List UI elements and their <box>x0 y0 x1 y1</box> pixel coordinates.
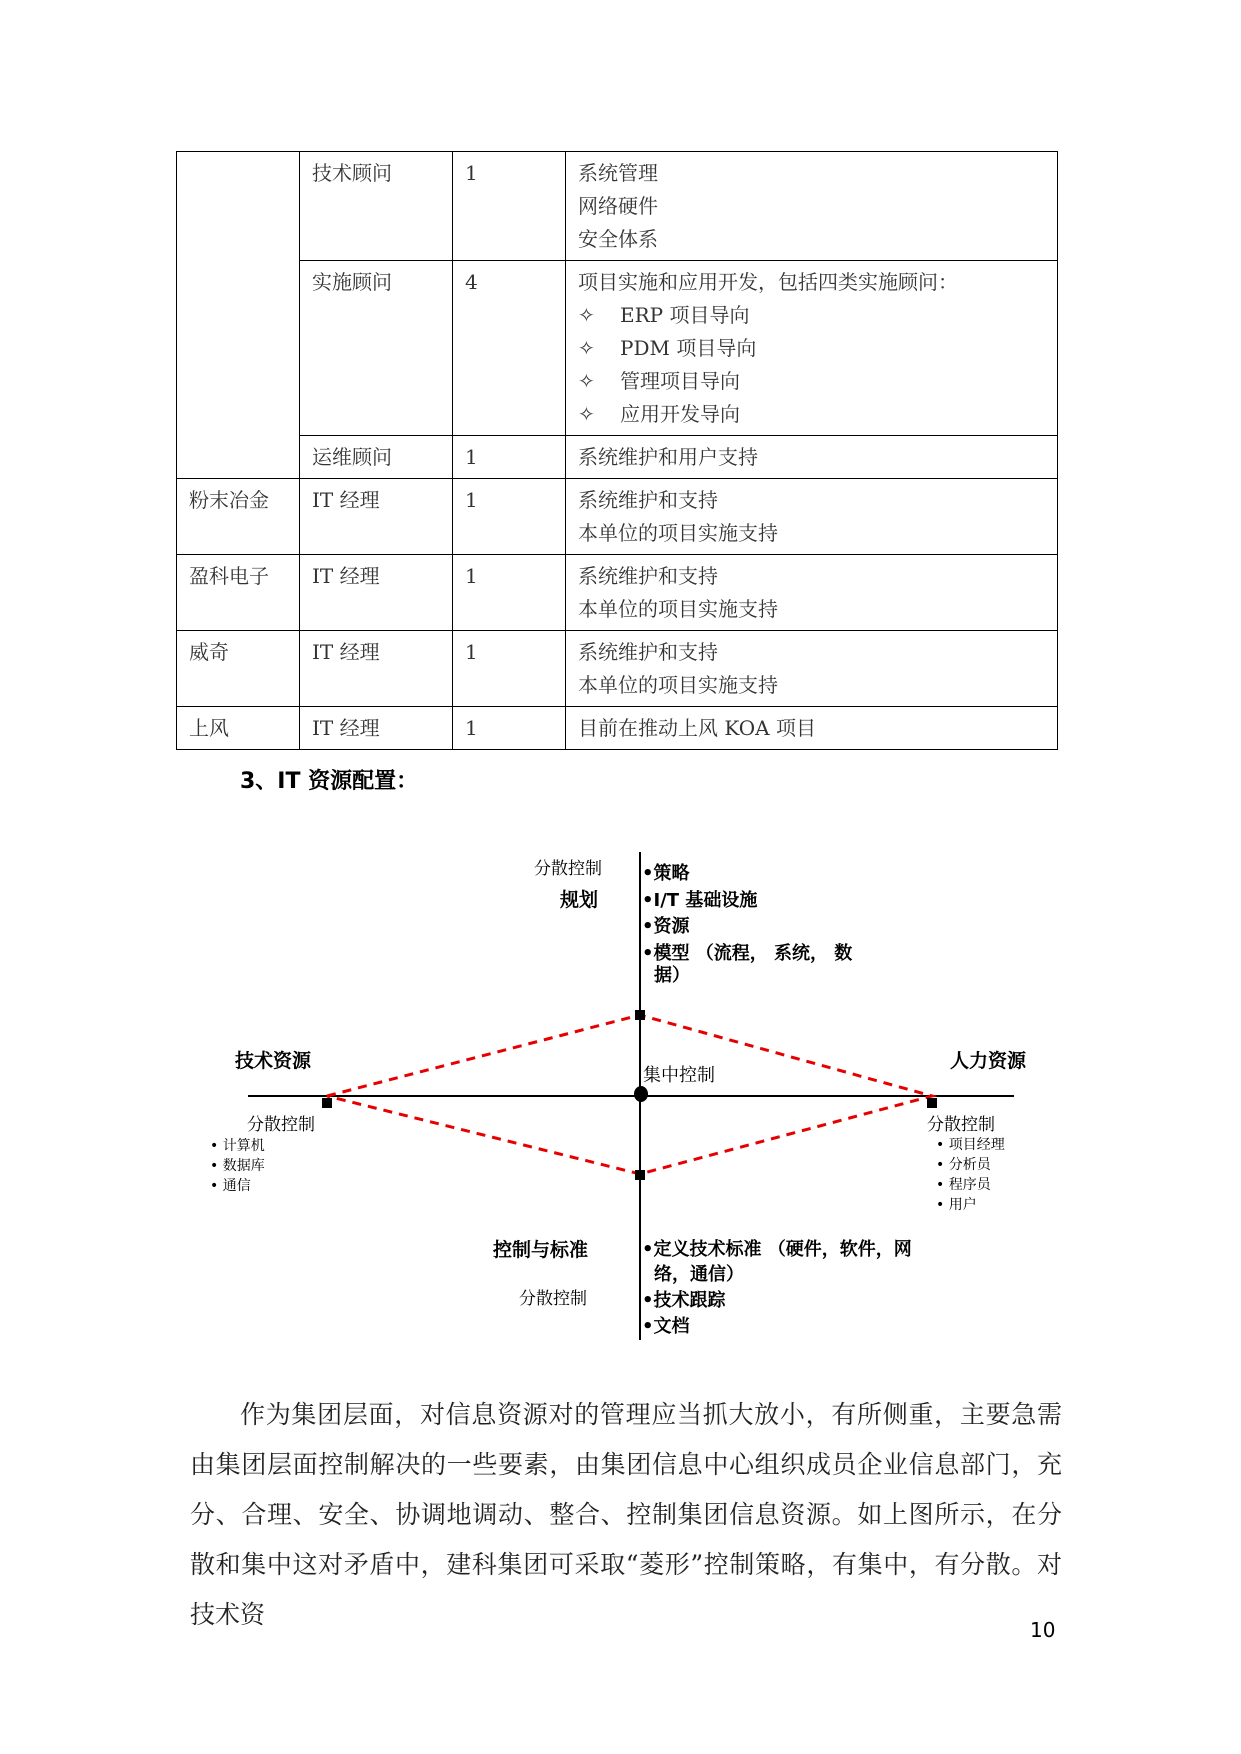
duty-line: 系统维护和支持 <box>578 564 718 588</box>
left-item: • 计算机 <box>210 1138 265 1154</box>
duty-line: 系统管理 <box>578 161 658 185</box>
duty-line: 安全体系 <box>578 227 658 251</box>
count-cell: 1 <box>453 555 566 631</box>
duty-line: 本单位的项目实施支持 <box>578 597 778 621</box>
duty-line: 目前在推动上风 KOA 项目 <box>578 716 816 740</box>
body-paragraph: 作为集团层面，对信息资源对的管理应当抓大放小，有所侧重，主要急需由集团层面控制解决的一些要素，由集团信息中心组织成员企业信息部门，充分、合理、安全、协调地调动、整合、控制集团信息资源。如上图所示，在分散和集中这对矛盾中，建科集团可采取“菱形”控制策略，有集中，有分散。对技术资 <box>190 1400 1062 1629</box>
bottom-item: •技术跟踪 <box>642 1290 726 1311</box>
right-title: 人力资源 <box>950 1050 1027 1072</box>
top-item: 据） <box>654 965 690 986</box>
center-dot <box>634 1086 648 1102</box>
count-cell: 1 <box>453 152 566 261</box>
right-item: • 用户 <box>936 1197 977 1213</box>
right-control-label: 分散控制 <box>927 1115 995 1135</box>
count-cell: 1 <box>453 436 566 479</box>
bottom-control-label: 分散控制 <box>519 1289 587 1309</box>
bottom-item: •文档 <box>642 1316 690 1337</box>
right-item: • 项目经理 <box>936 1137 1005 1153</box>
duty-text: PDM 项目导向 <box>620 336 757 360</box>
bottom-item: 络，通信） <box>654 1264 744 1285</box>
top-item: •模型 （流程， 系统， 数 <box>642 943 853 964</box>
unit-cell: 上风 <box>177 707 300 750</box>
bottom-vertex-marker <box>635 1170 645 1180</box>
top-item: •资源 <box>642 916 690 937</box>
role-cell: 运维顾问 <box>300 436 453 479</box>
duty-line: 本单位的项目实施支持 <box>578 673 778 697</box>
role-cell: IT 经理 <box>300 631 453 707</box>
bottom-item: •定义技术标准 （硬件，软件，网 <box>642 1239 912 1260</box>
role-cell: 技术顾问 <box>300 152 453 261</box>
diamond-bullet-icon: ✧ <box>578 336 595 360</box>
left-control-label: 分散控制 <box>247 1115 315 1135</box>
duty-line: 系统维护和支持 <box>578 488 718 512</box>
right-vertex-marker <box>927 1098 937 1108</box>
diamond-outline <box>327 1015 932 1174</box>
bottom-title: 控制与标准 <box>493 1239 589 1261</box>
left-vertex-marker <box>322 1098 332 1108</box>
duty-text: 应用开发导向 <box>620 402 740 426</box>
top-vertex-marker <box>635 1010 645 1020</box>
unit-cell: 威奇 <box>177 631 300 707</box>
diamond-bullet-icon: ✧ <box>578 303 595 327</box>
top-title: 规划 <box>560 889 599 911</box>
left-item: • 通信 <box>210 1178 251 1194</box>
duty-line: 系统维护和用户支持 <box>578 445 758 469</box>
duty-line: 项目实施和应用开发，包括四类实施顾问： <box>578 270 958 294</box>
role-cell: IT 经理 <box>300 555 453 631</box>
diamond-bullet-icon: ✧ <box>578 369 595 393</box>
top-item: •I/T 基础设施 <box>642 890 758 911</box>
duty-line: 网络硬件 <box>578 194 658 218</box>
left-title: 技术资源 <box>235 1050 312 1072</box>
unit-cell: 盈科电子 <box>177 555 300 631</box>
diamond-bullet-icon: ✧ <box>578 402 595 426</box>
top-item: •策略 <box>642 863 690 884</box>
count-cell: 4 <box>453 261 566 436</box>
page-number: 10 <box>1030 1618 1056 1642</box>
center-label: 集中控制 <box>643 1065 715 1086</box>
role-cell: IT 经理 <box>300 707 453 750</box>
top-control-label: 分散控制 <box>534 859 602 879</box>
right-item: • 程序员 <box>936 1177 991 1193</box>
duty-text: 管理项目导向 <box>620 369 740 393</box>
role-cell: IT 经理 <box>300 479 453 555</box>
duty-text: ERP 项目导向 <box>620 303 750 327</box>
right-item: • 分析员 <box>936 1157 991 1173</box>
section-heading: 3、IT 资源配置： <box>240 769 419 794</box>
unit-cell: 粉末冶金 <box>177 479 300 555</box>
left-item: • 数据库 <box>210 1158 265 1174</box>
count-cell: 1 <box>453 631 566 707</box>
count-cell: 1 <box>453 479 566 555</box>
duty-line: 本单位的项目实施支持 <box>578 521 778 545</box>
count-cell: 1 <box>453 707 566 750</box>
role-cell: 实施顾问 <box>300 261 453 436</box>
duty-line: 系统维护和支持 <box>578 640 718 664</box>
